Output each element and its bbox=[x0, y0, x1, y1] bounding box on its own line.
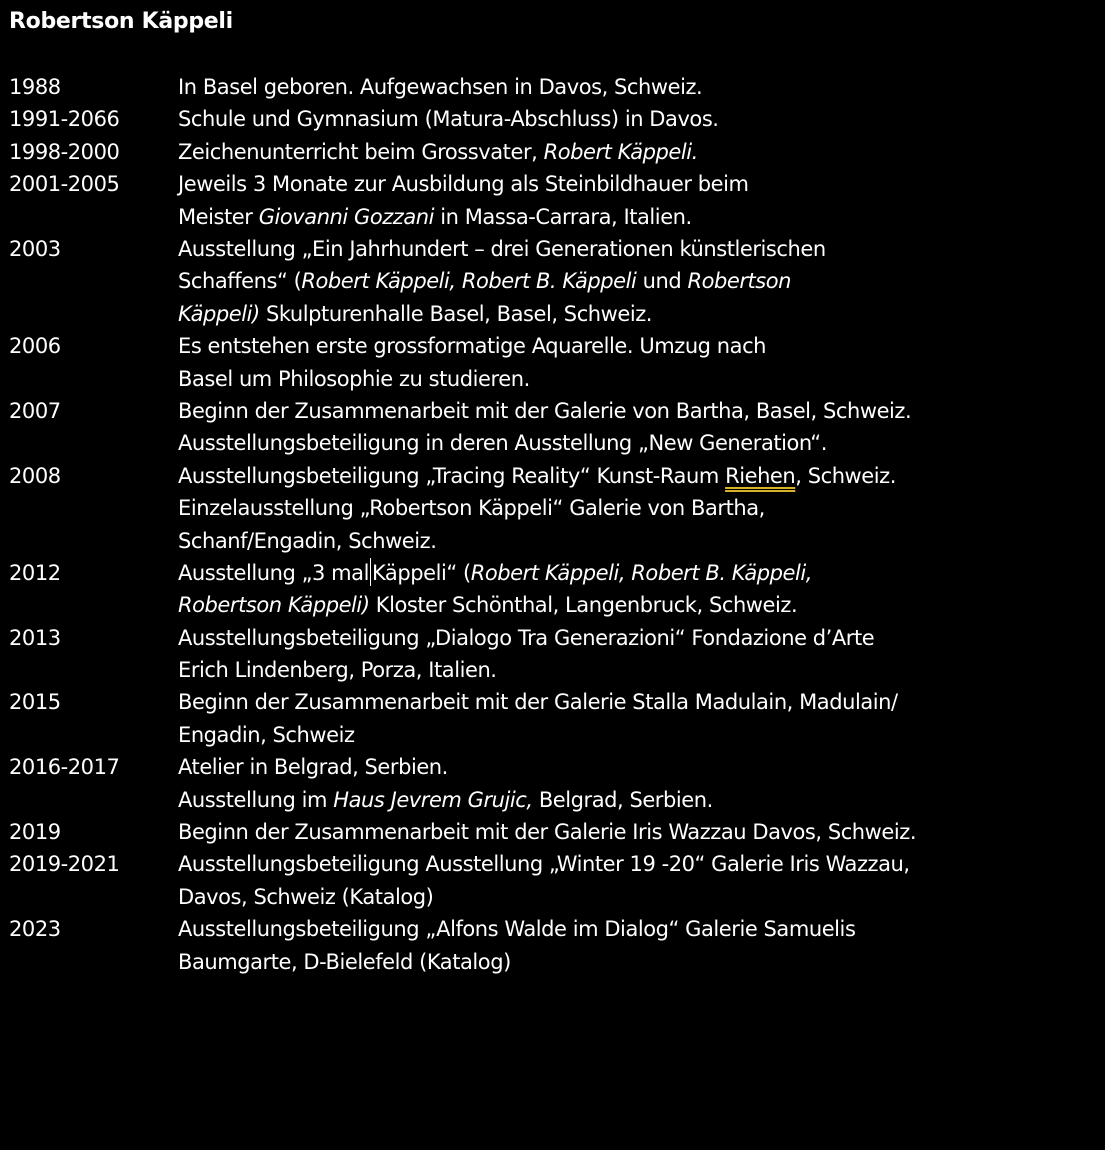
entry-year: 2019 bbox=[9, 820, 61, 845]
italic-name: Robertson bbox=[687, 269, 792, 294]
entry-description bbox=[178, 751, 1105, 816]
entry-year: 2016-2017 bbox=[9, 755, 120, 780]
text-run: Engadin, Schweiz bbox=[178, 722, 355, 747]
text-run: Basel um Philosophie zu studieren. bbox=[178, 366, 530, 391]
timeline-entry bbox=[9, 751, 1105, 816]
text-run: Ausstellung im bbox=[178, 787, 334, 812]
text-run: Skulpturenhalle Basel, Basel, Schweiz. bbox=[259, 301, 653, 326]
text-run: Schule und Gymnasium (Matura-Abschluss) in Davos. bbox=[178, 107, 719, 132]
text-run: Ausstellung „Ein Jahrhundert – drei Generationen künstlerischen bbox=[178, 237, 826, 261]
description-line bbox=[178, 201, 1105, 233]
text-run: Ausstellungsbeteiligung Ausstellung „Winter 19 -20“ Galerie Iris Wazzau, bbox=[178, 852, 910, 877]
entry-description bbox=[178, 622, 1105, 687]
timeline-entry bbox=[9, 848, 1105, 913]
entry-year: 2015 bbox=[9, 690, 61, 715]
text-run: Atelier in Belgrad, Serbien. bbox=[178, 755, 448, 780]
italic-name: Robert Käppeli. bbox=[543, 139, 698, 164]
entry-year: 2023 bbox=[9, 917, 61, 942]
description-line bbox=[178, 460, 1105, 492]
entry-year: 2007 bbox=[9, 398, 61, 423]
description-line bbox=[178, 71, 1105, 103]
document-title: Robertson Käppeli bbox=[9, 9, 233, 34]
entry-year: 2013 bbox=[9, 625, 61, 650]
timeline-entry bbox=[9, 71, 1105, 103]
entry-year: 2012 bbox=[9, 560, 61, 585]
description-line bbox=[178, 427, 1105, 459]
description-line bbox=[178, 103, 1105, 135]
text-run: , Schweiz. bbox=[795, 463, 896, 488]
entry-year: 1991-2066 bbox=[9, 107, 120, 132]
description-line bbox=[178, 913, 1105, 945]
entry-year: 2008 bbox=[9, 463, 61, 488]
biography-timeline bbox=[9, 71, 1105, 978]
text-cursor bbox=[370, 558, 371, 586]
text-run: Einzelausstellung „Robertson Käppeli“ Galerie von Bartha, bbox=[178, 496, 765, 521]
entry-year: 2001-2005 bbox=[9, 172, 120, 197]
description-line bbox=[178, 946, 1105, 978]
text-run: Baumgarte, D-Bielefeld (Katalog) bbox=[178, 949, 511, 974]
text-run: Schanf/Engadin, Schweiz. bbox=[178, 528, 437, 553]
timeline-entry bbox=[9, 136, 1105, 168]
text-run: Jeweils 3 Monate zur Ausbildung als Steinbildhauer beim bbox=[178, 172, 749, 197]
description-line bbox=[178, 622, 1105, 654]
text-run: Beginn der Zusammenarbeit mit der Galerie von Bartha, Basel, Schweiz. bbox=[178, 398, 912, 423]
italic-name: Robertson Käppeli) bbox=[178, 593, 370, 618]
timeline-entry bbox=[9, 686, 1105, 751]
entry-year: 2019-2021 bbox=[9, 852, 120, 877]
text-run: Zeichenunterricht beim Grossvater, bbox=[178, 139, 544, 164]
entry-description bbox=[178, 233, 1105, 330]
text-run: Ausstellung „3 mal bbox=[178, 560, 369, 585]
text-run: Käppeli“ ( bbox=[371, 560, 471, 585]
description-line bbox=[178, 881, 1105, 913]
text-run: und bbox=[636, 269, 688, 294]
timeline-entry bbox=[9, 622, 1105, 687]
text-run: Erich Lindenberg, Porza, Italien. bbox=[178, 658, 497, 683]
entry-year: 1988 bbox=[9, 75, 61, 99]
text-run: Es entstehen erste grossformatige Aquarelle. Umzug nach bbox=[178, 334, 767, 359]
entry-description bbox=[178, 848, 1105, 913]
blank-line bbox=[9, 38, 1105, 71]
entry-description bbox=[178, 913, 1105, 978]
description-line bbox=[178, 525, 1105, 557]
text-run: Belgrad, Serbien. bbox=[532, 787, 713, 812]
text-run: Beginn der Zusammenarbeit mit der Galerie Stalla Madulain, Madulain/ bbox=[178, 690, 898, 715]
italic-name: Robert Käppeli, Robert B. Käppeli, bbox=[470, 560, 812, 585]
text-run: Kloster Schönthal, Langenbruck, Schweiz. bbox=[369, 593, 798, 618]
italic-name: Käppeli) bbox=[178, 301, 260, 326]
entry-year: 2006 bbox=[9, 334, 61, 359]
timeline-entry bbox=[9, 816, 1105, 848]
description-line bbox=[178, 298, 1105, 330]
text-run: Schaffens“ ( bbox=[178, 269, 302, 294]
description-line bbox=[178, 719, 1105, 751]
spellcheck-flagged-word[interactable]: Riehen bbox=[725, 463, 796, 488]
text-run: In Basel geboren. Aufgewachsen in Davos, Schweiz. bbox=[178, 75, 703, 99]
entry-description bbox=[178, 816, 1105, 848]
timeline-entry bbox=[9, 330, 1105, 395]
entry-description bbox=[178, 686, 1105, 751]
timeline-entry bbox=[9, 395, 1105, 460]
document-body[interactable] bbox=[9, 6, 1105, 978]
description-line bbox=[178, 784, 1105, 816]
text-run: Meister bbox=[178, 204, 259, 229]
description-line bbox=[178, 136, 1105, 168]
text-run: Ausstellungsbeteiligung „Tracing Reality“ Kunst-Raum bbox=[178, 463, 726, 488]
description-line bbox=[178, 557, 1105, 589]
description-line bbox=[178, 816, 1105, 848]
description-line bbox=[178, 233, 1105, 265]
entry-year: 2003 bbox=[9, 237, 61, 261]
timeline-entry bbox=[9, 460, 1105, 557]
description-line bbox=[178, 751, 1105, 783]
timeline-entry bbox=[9, 233, 1105, 330]
description-line bbox=[178, 363, 1105, 395]
timeline-entry bbox=[9, 913, 1105, 978]
description-line bbox=[178, 395, 1105, 427]
text-run: in Massa-Carrara, Italien. bbox=[434, 204, 692, 229]
description-line bbox=[178, 848, 1105, 880]
text-run: Beginn der Zusammenarbeit mit der Galerie Iris Wazzau Davos, Schweiz. bbox=[178, 820, 917, 845]
text-run: Davos, Schweiz (Katalog) bbox=[178, 884, 434, 909]
timeline-entry bbox=[9, 103, 1105, 135]
italic-name: Haus Jevrem Grujic, bbox=[333, 787, 533, 812]
description-line bbox=[178, 265, 1105, 297]
entry-description bbox=[178, 557, 1105, 622]
text-run: Ausstellungsbeteiligung in deren Ausstellung „New Generation“. bbox=[178, 431, 827, 456]
description-line bbox=[178, 589, 1105, 621]
entry-description bbox=[178, 103, 1105, 135]
entry-description bbox=[178, 136, 1105, 168]
entry-description bbox=[178, 71, 1105, 103]
timeline-entry bbox=[9, 557, 1105, 622]
text-run: Ausstellungsbeteiligung „Dialogo Tra Generazioni“ Fondazione d’Arte bbox=[178, 625, 875, 650]
italic-name: Robert Käppeli, Robert B. Käppeli bbox=[301, 269, 637, 294]
italic-name: Giovanni Gozzani bbox=[258, 204, 435, 229]
entry-year: 1998-2000 bbox=[9, 139, 120, 164]
timeline-entry bbox=[9, 168, 1105, 233]
description-line bbox=[178, 686, 1105, 718]
entry-description bbox=[178, 460, 1105, 557]
description-line bbox=[178, 330, 1105, 362]
entry-description bbox=[178, 168, 1105, 233]
entry-description bbox=[178, 330, 1105, 395]
description-line bbox=[178, 654, 1105, 686]
description-line bbox=[178, 168, 1105, 200]
description-line bbox=[178, 492, 1105, 524]
text-run: Ausstellungsbeteiligung „Alfons Walde im Dialog“ Galerie Samuelis bbox=[178, 917, 856, 942]
entry-description bbox=[178, 395, 1105, 460]
